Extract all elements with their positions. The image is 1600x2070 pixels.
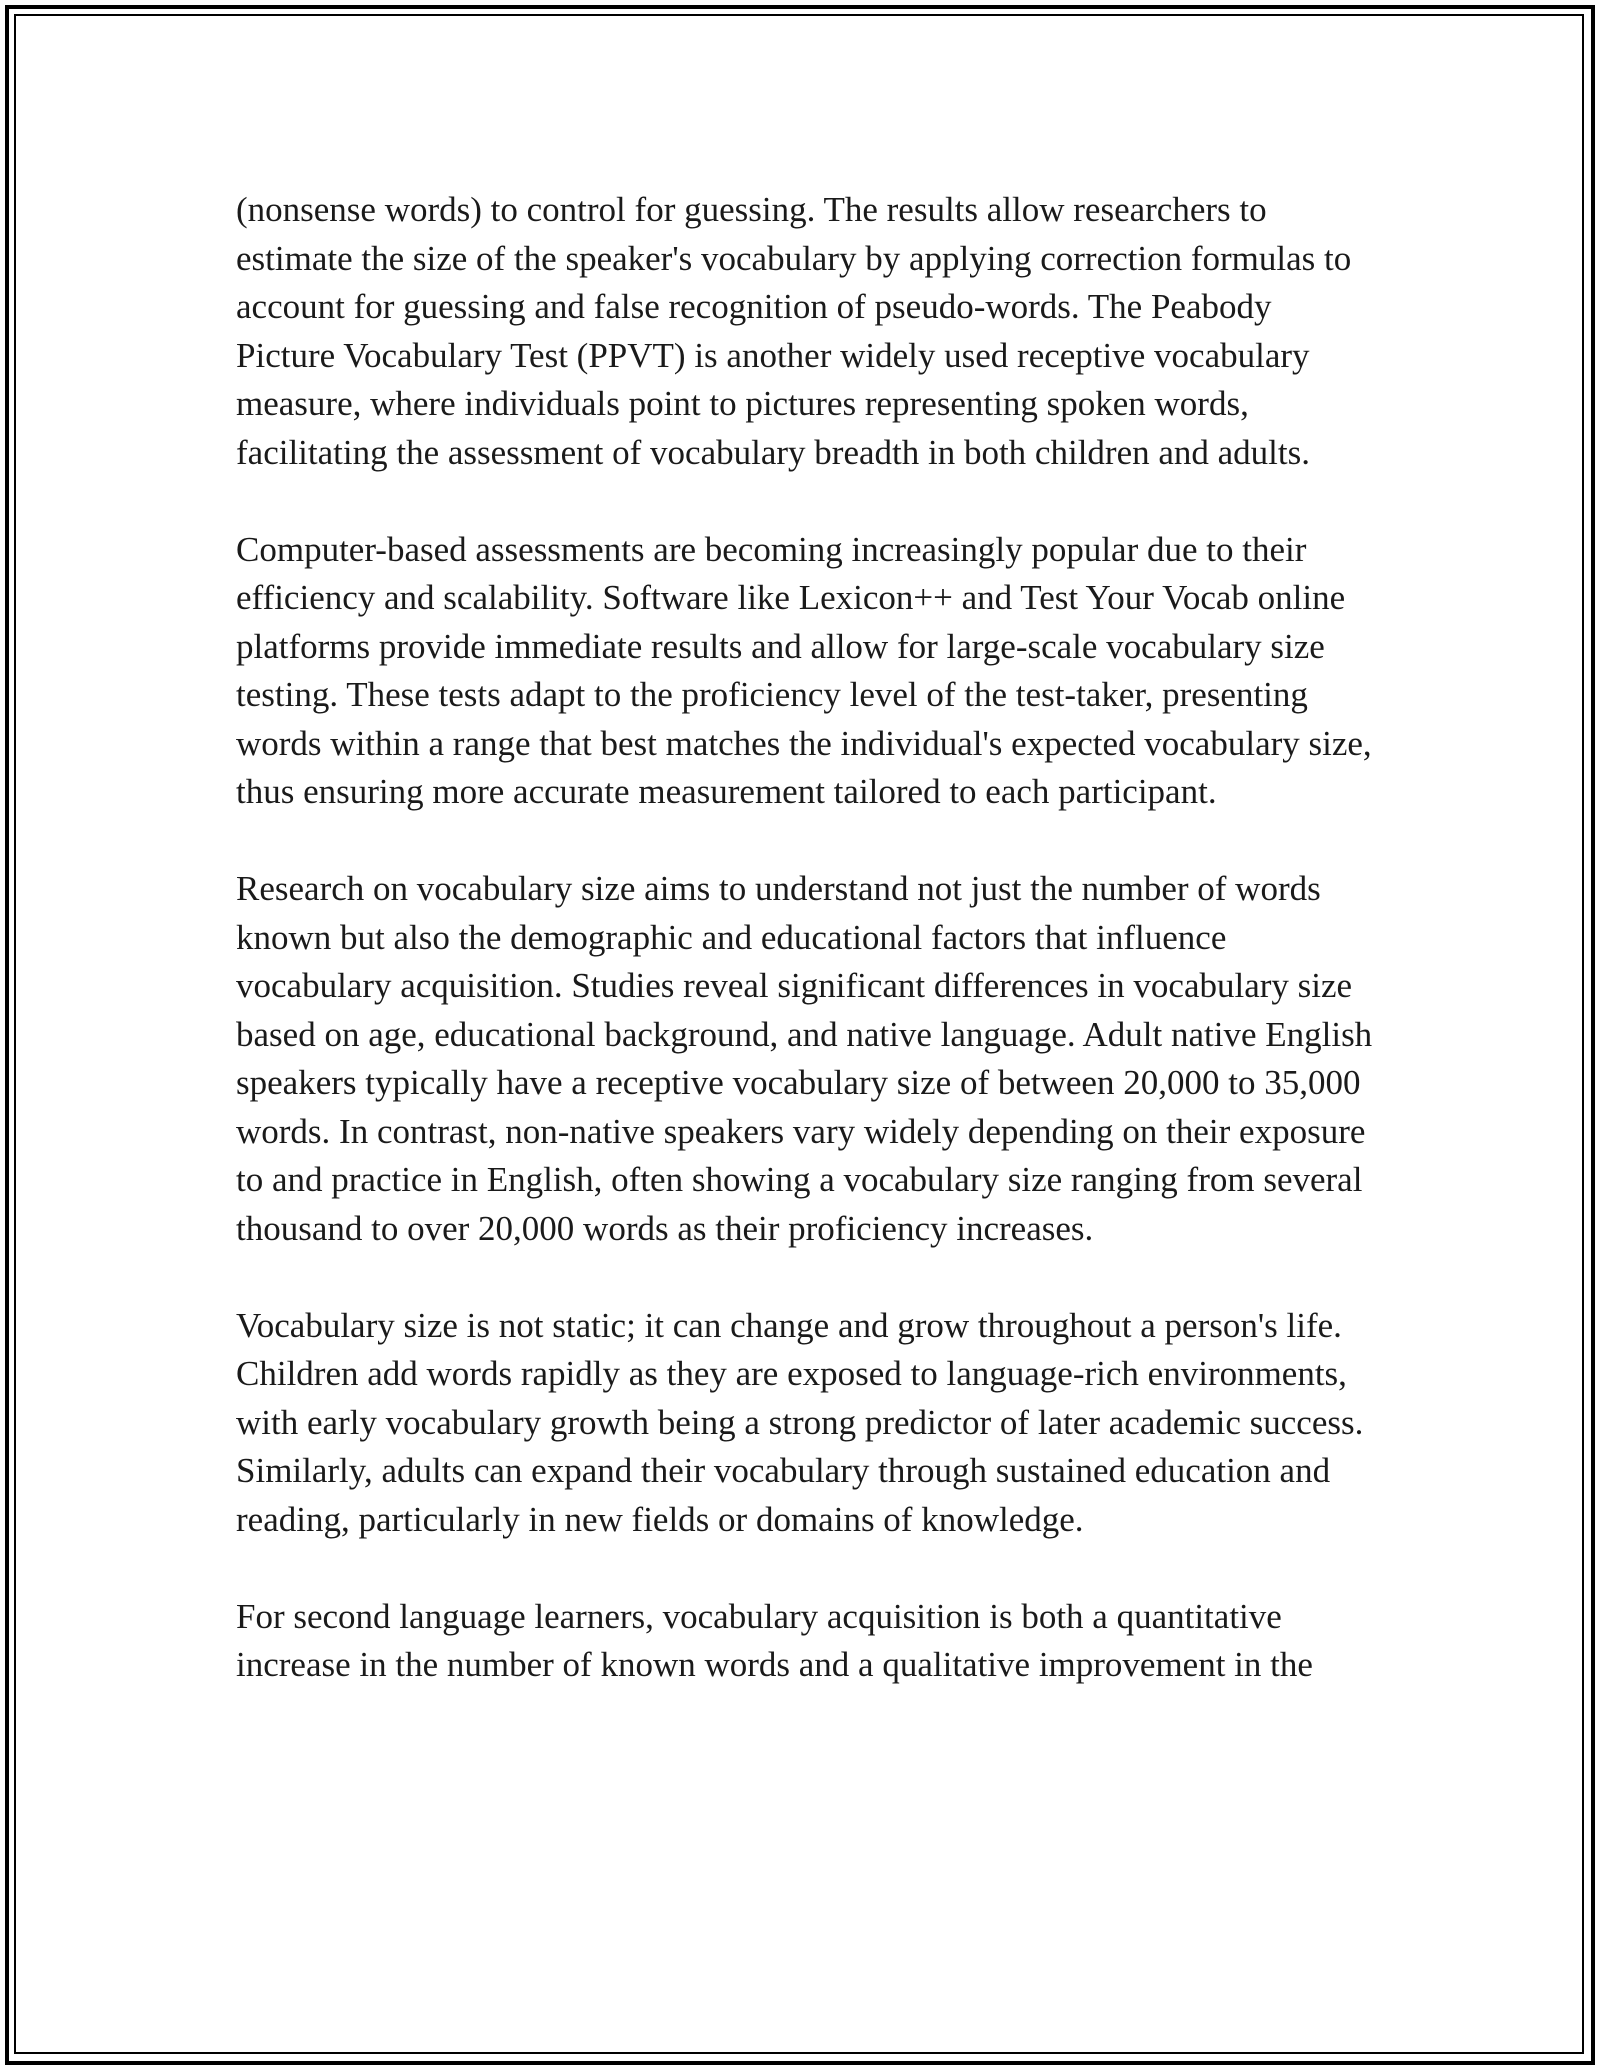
paragraph-4: Vocabulary size is not static; it can change and grow throughout a person's life. Children add words rapidly as they are exposed to language-rich environments, with early vocabulary growth being a strong predictor of later academic success. Similarly, adults can expand their vocabulary through sustained education and reading, particularly in new fields or domains of knowledge. (236, 1305, 1364, 1539)
paragraph-5: For second language learners, vocabulary acquisition is both a quantitative increase in the number of known words and a qualitative improvement in the (236, 1596, 1313, 1684)
paragraph-3: Research on vocabulary size aims to understand not just the number of words known but also the demographic and educational factors that influence vocabulary acquisition. Studies reveal significant differences in vocabulary size based on age, educational background, and native language. Adult native English speakers typically have a receptive vocabulary size of between 20,000 to 35,000 words. In contrast, non-native speakers vary widely depending on their exposure to and practice in English, often showing a vocabulary size ranging from several thousand to over 20,000 words as their proficiency increases. (236, 869, 1373, 1248)
paragraph-1: (nonsense words) to control for guessing. The results allow researchers to estimate the size of the speaker's vocabulary by applying correction formulas to account for guessing and false recognition of pseudo-words. The Peabody Picture Vocabulary Test (PPVT) is another widely used receptive vocabulary measure, where individuals point to pictures representing spoken words, facilitating the assessment of vocabulary breadth in both children and adults. (236, 190, 1352, 472)
paragraph-2: Computer-based assessments are becoming increasingly popular due to their efficiency and scalability. Software like Lexicon++ and Test Your Vocab online platforms provide immediate results and allow for large-scale vocabulary size testing. These tests adapt to the proficiency level of the test-taker, presenting words within a range that best matches the individual's expected vocabulary size, thus ensuring more accurate measurement tailored to each participant. (236, 529, 1372, 811)
document-body (236, 186, 1376, 1738)
